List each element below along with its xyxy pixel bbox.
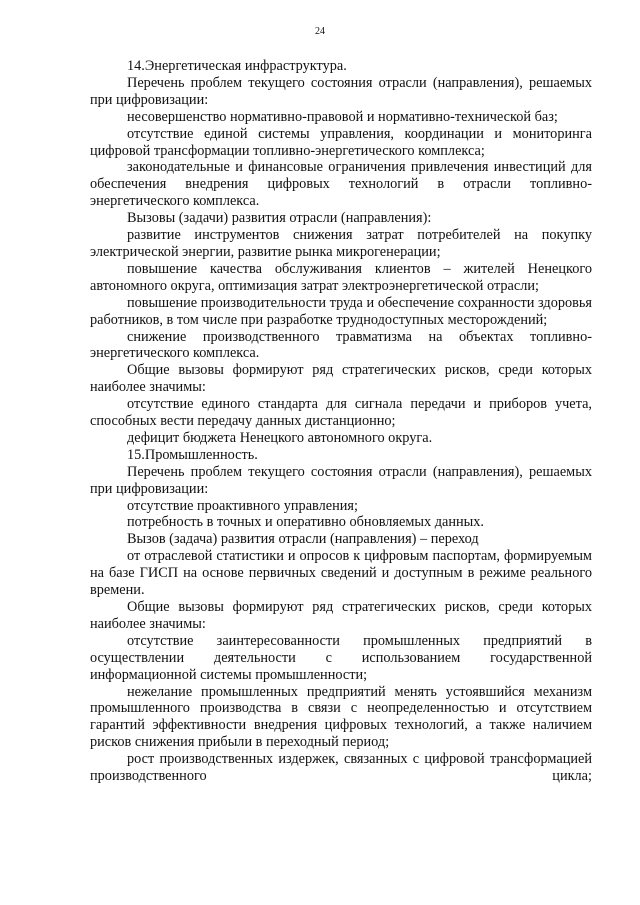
- list-item: дефицит бюджета Ненецкого автономного округа.: [127, 429, 433, 446]
- list-item: отсутствие заинтересованности промышленных предприятий в осуществлении деятельности с использованием государственной информационной системы промышленности;: [90, 632, 592, 683]
- list-item: повышение производительности труда и обеспечение сохранности здоровья работников, в том числе при разработке труднодоступных месторождений;: [90, 294, 592, 328]
- paragraph: от отраслевой статистики и опросов к цифровым паспортам, формируемым на базе ГИСП на основе первичных сведений и доступным в режиме реального времени.: [90, 548, 592, 599]
- list-item: отсутствие проактивного управления;: [127, 497, 358, 514]
- list-item: законодательные и финансовые ограничения привлечения инвестиций для обеспечения внедрения цифровых технологий в отрасли топливно-энергетического комплекса.: [90, 159, 592, 210]
- page-number: 24: [315, 26, 325, 37]
- list-item: повышение качества обслуживания клиентов – жителей Ненецкого автономного округа, оптимизация затрат электроэнергетической отрасли;: [90, 260, 592, 294]
- list-item: рост производственных издержек, связанных с цифровой трансформацией производственного цикла;: [90, 751, 592, 785]
- list-item: развитие инструментов снижения затрат потребителей на покупку электрической энергии, развитие рынка микрогенерации;: [90, 227, 592, 260]
- list-item: отсутствие единой системы управления, координации и мониторинга цифровой трансформации топливно-энергетического комплекса;: [90, 125, 592, 159]
- paragraph: Общие вызовы формируют ряд стратегических рисков, среди которых наиболее значимы:: [90, 599, 592, 632]
- paragraph: Вызов (задача) развития отрасли (направления) – переход: [127, 531, 479, 548]
- section-heading-industry: 15.Промышленность.: [127, 446, 258, 463]
- section-heading-energy: 14.Энергетическая инфраструктура.: [127, 58, 347, 74]
- list-item: потребность в точных и оперативно обновляемых данных.: [127, 514, 484, 531]
- list-item: несовершенство нормативно-правовой и нормативно-технической баз;: [127, 108, 558, 125]
- document-body: [90, 58, 592, 785]
- paragraph: Общие вызовы формируют ряд стратегических рисков, среди которых наиболее значимы:: [90, 362, 592, 396]
- paragraph: Перечень проблем текущего состояния отрасли (направления), решаемых при цифровизации:: [90, 463, 592, 497]
- paragraph: Перечень проблем текущего состояния отрасли (направления), решаемых при цифровизации:: [90, 74, 592, 108]
- list-item: отсутствие единого стандарта для сигнала передачи и приборов учета, способных вести передачу данных дистанционно;: [90, 396, 592, 430]
- list-item: нежелание промышленных предприятий менять устоявшийся механизм промышленного производства в связи с неопределенностью и отсутствием гарантий эффективности внедрения цифровых технологий, а также наличием рисков снижения прибыли в переходный период;: [90, 683, 592, 751]
- list-item: снижение производственного травматизма на объектах топливно-энергетического комплекса.: [90, 328, 592, 362]
- paragraph: Вызовы (задачи) развития отрасли (направления):: [127, 210, 432, 227]
